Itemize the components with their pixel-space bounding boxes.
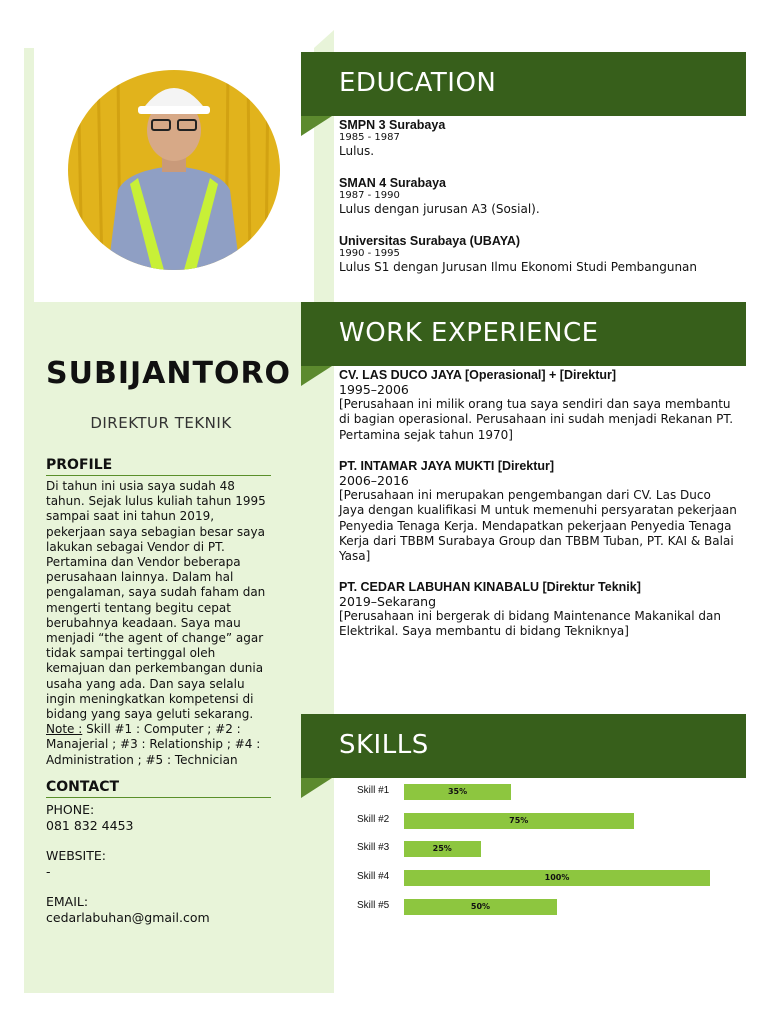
job-years: 2019–Sekarang [339, 594, 437, 609]
website-label: WEBSITE: [46, 848, 106, 863]
skill-label: Skill #3 [357, 842, 390, 854]
skill-track [404, 870, 710, 886]
school-desc: Lulus dengan jurusan A3 (Sosial). [339, 202, 540, 216]
job-years: 2006–2016 [339, 473, 409, 488]
skill-bar [404, 784, 511, 800]
skill-label: Skill #2 [357, 813, 390, 825]
skill-row [357, 870, 737, 886]
skill-bar [404, 841, 481, 857]
skill-row [357, 813, 737, 829]
education-item [339, 234, 739, 275]
contact-phone [46, 802, 133, 833]
education-fold [301, 116, 332, 136]
skill-percent: 25% [432, 844, 452, 854]
job-title: PT. CEDAR LABUHAN KINABALU [Direktur Teknik] [339, 580, 641, 594]
skills-fold [301, 778, 332, 798]
job-desc: [Perusahaan ini milik orang tua saya sendiri dan saya membantu di bagian operasional. Perusahaan ini sudah menjadi Rekanan PT. Pertamina sejak tahun 1970] [339, 397, 734, 442]
work-heading: WORK EXPERIENCE [339, 318, 599, 348]
skill-percent: 75% [509, 815, 529, 825]
school-name: Universitas Surabaya (UBAYA) [339, 234, 521, 248]
work-item [339, 368, 739, 443]
person-name: SUBIJANTORO [46, 356, 292, 391]
skill-bar [404, 870, 710, 886]
phone-label: PHONE: [46, 802, 95, 817]
profile-note-label: Note : [46, 722, 83, 737]
skill-row [357, 841, 737, 857]
skill-label: Skill #1 [357, 785, 390, 796]
job-years: 1995–2006 [339, 382, 409, 397]
profile-heading: PROFILE [46, 457, 271, 476]
skill-percent: 35% [447, 787, 468, 796]
school-name: SMAN 4 Surabaya [339, 176, 446, 190]
work-header [301, 302, 746, 366]
contact-website [46, 848, 106, 879]
school-years: 1990 - 1995 [339, 248, 400, 259]
website-value: - [46, 863, 51, 879]
skill-track [404, 813, 710, 829]
skills-header [301, 714, 746, 778]
school-years: 1985 - 1987 [339, 132, 400, 143]
phone-value: 081 832 4453 [46, 817, 134, 833]
contact-heading: CONTACT [46, 779, 271, 798]
job-desc: [Perusahaan ini merupakan pengembangan dari CV. Las Duco Jaya dengan kualifikasi M untuk memenuhi persyaratan pekerjaan Penyedia Tenaga Kerja. Mendapatkan pekerjaan Penyedia Tenaga Kerja dari TBBM Surabaya Group dan TBBM Tuban, PT. KAI & Balai Yasa] [339, 488, 737, 564]
education-header [301, 52, 746, 116]
job-desc: [Perusahaan ini bergerak di bidang Maintenance Makanikal dan Elektrikal. Saya membantu di bidang Tekniknya] [339, 609, 721, 639]
profile-text [46, 479, 274, 768]
job-title: PT. INTAMAR JAYA MUKTI [Direktur] [339, 459, 555, 473]
school-desc: Lulus. [339, 144, 375, 158]
skill-track [404, 899, 710, 915]
skill-track [404, 841, 710, 857]
skill-track [404, 784, 710, 800]
skill-row [357, 784, 737, 800]
skills-heading: SKILLS [339, 730, 429, 760]
email-value: cedarlabuhan@gmail.com [46, 909, 210, 925]
skill-label: Skill #5 [357, 899, 390, 911]
skill-bar [404, 899, 557, 915]
work-item [339, 459, 739, 564]
school-years: 1987 - 1990 [339, 190, 400, 201]
job-title: CV. LAS DUCO JAYA [Operasional] + [Direktur] [339, 368, 617, 382]
school-desc: Lulus S1 dengan Jurusan Ilmu Ekonomi Studi Pembangunan [339, 260, 698, 274]
education-item [339, 118, 739, 159]
skill-row [357, 899, 737, 915]
skill-percent: 50% [470, 901, 491, 911]
skill-percent: 100% [544, 873, 570, 883]
email-label: EMAIL: [46, 894, 89, 909]
school-name: SMPN 3 Surabaya [339, 118, 446, 132]
person-role: DIREKTUR TEKNIK [90, 414, 232, 432]
profile-photo [68, 70, 280, 270]
contact-email [46, 894, 210, 925]
education-item [339, 176, 739, 217]
decor-notch [314, 30, 334, 48]
work-fold [301, 366, 332, 386]
education-heading: EDUCATION [339, 68, 497, 98]
skill-bar [404, 813, 634, 829]
profile-note-text: Skill #1 : Computer ; #2 : Manajerial ; #3 : Relationship ; #4 : Administration ; #5 : Technician [46, 722, 261, 767]
skill-label: Skill #4 [357, 871, 390, 883]
profile-body: Di tahun ini usia saya sudah 48 tahun. Sejak lulus kuliah tahun 1995 sampai saat ini tahun 2019, pekerjaan saya sebagian besar saya lakukan sebagai Vendor di PT. Pertamina dan Vendor beberapa perusahaan lainnya. Dalam hal pengalaman, saya sudah faham dan mengerti tentang begitu cepat berubahnya keadaan. Saya mau menjadi “the agent of change” agar tidak sampai tertinggal oleh kemajuan dan perkembangan dunia usaha yang ada. Dan saya selalu ingin meningkatkan kompetensi di bidang yang saya geluti sekarang. [46, 479, 266, 722]
work-item [339, 580, 739, 640]
